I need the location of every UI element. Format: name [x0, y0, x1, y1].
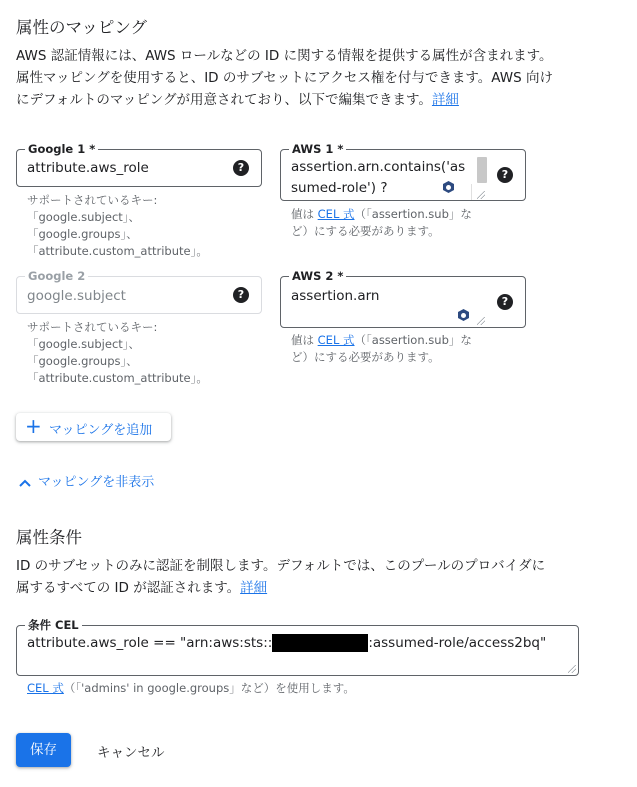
condition-cel-field[interactable] — [16, 618, 579, 676]
google-1-field[interactable] — [16, 142, 262, 187]
aws-2-hint: 値は CEL 式（「assertion.sub」な ど）にする必要があります。 — [291, 333, 472, 364]
extension-icon[interactable] — [443, 181, 454, 193]
aws-1-value-line[interactable]: sumed-role') ? — [291, 180, 388, 196]
aws-1-label: AWS 1 * — [289, 141, 346, 157]
condition-cel-hint: CEL 式（「'admins' in google.groups」など）を使用します。 — [27, 681, 355, 695]
description-line: 属するすべての ID が認証されます。詳細 — [16, 580, 268, 596]
aws-2-field[interactable] — [280, 269, 526, 328]
resize-handle-icon[interactable] — [477, 317, 485, 325]
aws-2-value[interactable]: assertion.arn — [291, 288, 380, 304]
aws-2-label: AWS 2 * — [289, 268, 346, 284]
hide-mapping-toggle[interactable] — [18, 471, 154, 490]
section-title-attribute-mapping: 属性のマッピング — [16, 18, 148, 37]
details-link[interactable]: 詳細 — [240, 580, 268, 596]
condition-cel-value[interactable]: attribute.aws_role == "arn:aws:sts:: :assumed-role/access2bq" — [27, 635, 547, 651]
cel-link[interactable]: CEL 式 — [27, 681, 64, 695]
help-icon[interactable]: ? — [497, 167, 513, 183]
help-icon[interactable]: ? — [497, 294, 513, 310]
google-1-label: Google 1 * — [25, 141, 98, 157]
description-line: にデフォルトのマッピングが用意されており、以下で編集できます。詳細 — [16, 92, 459, 108]
description-line: AWS 認証情報には、AWS ロールなどの ID に関する情報を提供する属性が含まれます。 — [16, 48, 553, 64]
extension-icon[interactable] — [458, 309, 469, 321]
attribute-condition-description — [16, 555, 545, 599]
google-2-placeholder[interactable]: google.subject — [27, 288, 126, 304]
help-icon[interactable]: ? — [233, 287, 249, 303]
google-2-field[interactable] — [16, 269, 262, 314]
add-mapping-button[interactable] — [16, 413, 171, 441]
redacted-block — [272, 634, 368, 652]
help-icon[interactable]: ? — [233, 160, 249, 176]
aws-1-field[interactable] — [280, 142, 526, 201]
scrollbar[interactable] — [477, 157, 487, 183]
google-2-hint: サポートされているキー: 「google.subject」、 「google.groups」、 「attribute.custom_attribute」。 — [27, 320, 208, 385]
google-1-hint: サポートされているキー: 「google.subject」、 「google.groups」、 「attribute.custom_attribute」。 — [27, 193, 208, 258]
section-title-attribute-condition: 属性条件 — [16, 528, 82, 547]
cel-link[interactable]: CEL 式 — [317, 333, 355, 347]
description-line: ID のサブセットのみに認証を制限します。デフォルトでは、このプールのプロバイダに — [16, 558, 546, 574]
chevron-up-icon — [18, 478, 32, 488]
add-mapping-label: マッピングを追加 — [49, 423, 153, 438]
resize-handle-icon[interactable] — [477, 191, 485, 199]
condition-cel-label: 条件 CEL — [25, 617, 82, 633]
hide-mapping-label: マッピングを非表示 — [38, 475, 155, 490]
google-2-label: Google 2 — [25, 268, 88, 284]
aws-1-value-line[interactable]: assertion.arn.contains('as — [291, 159, 466, 175]
cel-link[interactable]: CEL 式 — [317, 207, 355, 221]
resize-handle-icon[interactable] — [568, 665, 576, 673]
add-icon: + — [25, 414, 42, 438]
description-line: 属性マッピングを使用すると、ID のサブセットにアクセス権を付与できます。AWS 向け — [16, 70, 553, 86]
aws-1-hint: 値は CEL 式（「assertion.sub」な ど）にする必要があります。 — [291, 207, 472, 238]
google-1-value[interactable]: attribute.aws_role — [27, 160, 149, 176]
save-button[interactable]: 保存 — [16, 733, 71, 767]
attribute-mapping-description — [16, 45, 553, 111]
cancel-button[interactable]: キャンセル — [97, 745, 165, 761]
details-link[interactable]: 詳細 — [431, 92, 459, 108]
